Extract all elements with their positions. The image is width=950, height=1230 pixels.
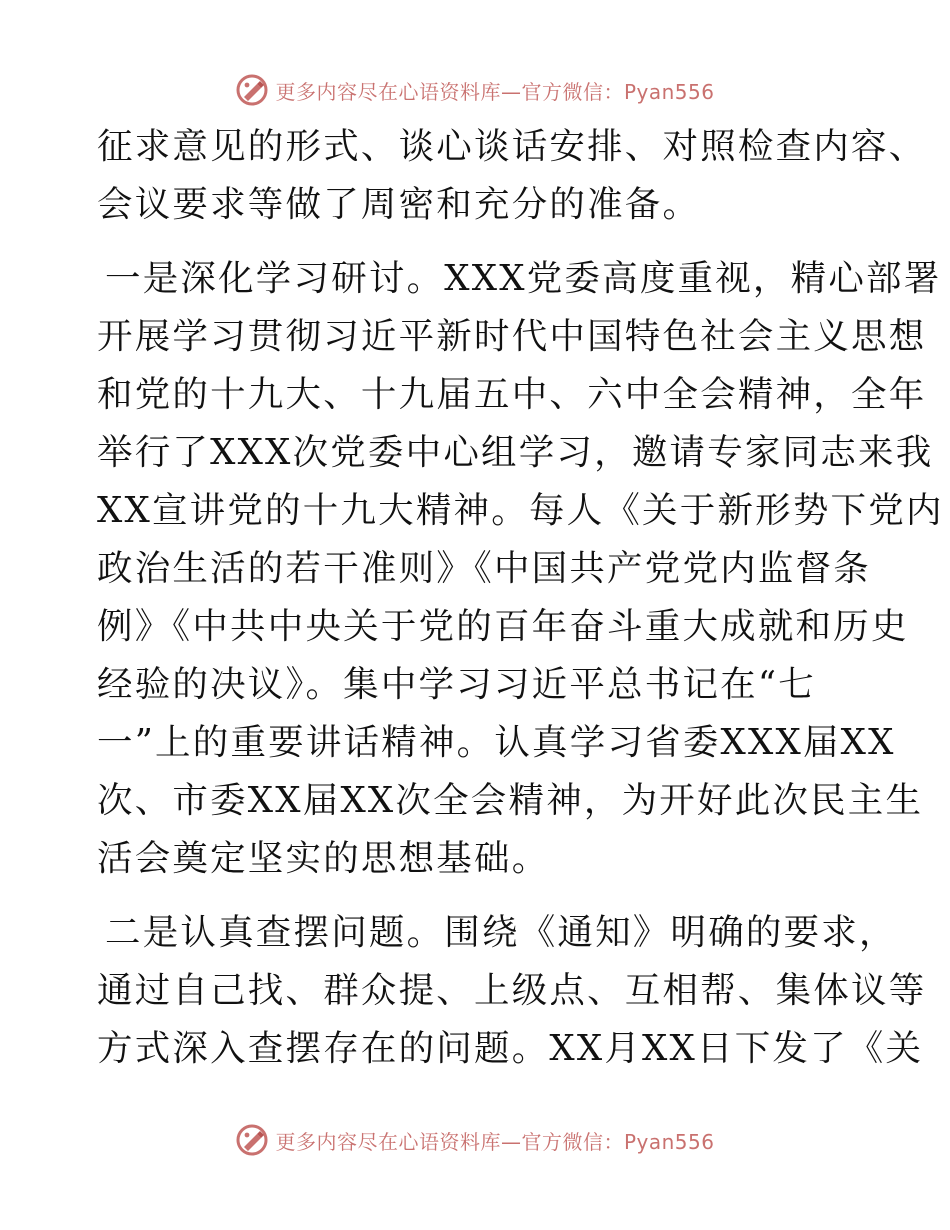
- pen-circle-logo-icon: [235, 1123, 269, 1157]
- document-body: [97, 118, 944, 1078]
- text-line: 政治生活的若干准则》《中国共产党党内监督条: [97, 548, 871, 589]
- text-line: 开展学习贯彻习近平新时代中国特色社会主义思想: [97, 316, 927, 357]
- text-line: 一”上的重要讲话精神。认真学习省委XXX届XX: [97, 722, 896, 763]
- watermark-text: 更多内容尽在心语资料库—官方微信：Pyan556: [275, 1129, 715, 1154]
- paragraph: [97, 250, 944, 888]
- text-line: 经验的决议》。集中学习习近平总书记在“七: [97, 664, 816, 705]
- header-watermark: [0, 70, 950, 110]
- watermark-text: 更多内容尽在心语资料库—官方微信：Pyan556: [275, 79, 715, 104]
- text-line: 征求意见的形式、谈心谈话安排、对照检查内容、: [97, 126, 927, 167]
- text-line: 举行了XXX次党委中心组学习，邀请专家同志来我: [97, 432, 934, 473]
- text-line: 一是深化学习研讨。XXX党委高度重视，精心部署: [105, 258, 942, 299]
- text-line: 例》《中共中央关于党的百年奋斗重大成就和历史: [97, 606, 909, 647]
- text-line: 二是认真查摆问题。围绕《通知》明确的要求，: [105, 912, 897, 953]
- text-line: 会议要求等做了周密和充分的准备。: [97, 184, 701, 225]
- text-line: 活会奠定坚实的思想基础。: [97, 838, 550, 879]
- paragraph: [97, 904, 927, 1078]
- text-line: 通过自己找、群众提、上级点、互相帮、集体议等: [97, 970, 927, 1011]
- text-line: 和党的十九大、十九届五中、六中全会精神，全年: [97, 374, 927, 415]
- footer-watermark: [0, 1120, 950, 1160]
- pen-circle-logo-icon: [235, 73, 269, 107]
- text-line: 次、市委XX届XX次全会精神，为开好此次民主生: [97, 780, 924, 821]
- text-line: XX宣讲党的十九大精神。每人《关于新形势下党内: [97, 490, 944, 531]
- text-line: 方式深入查摆存在的问题。XX月XX日下发了《关: [97, 1028, 924, 1069]
- paragraph: [97, 118, 927, 234]
